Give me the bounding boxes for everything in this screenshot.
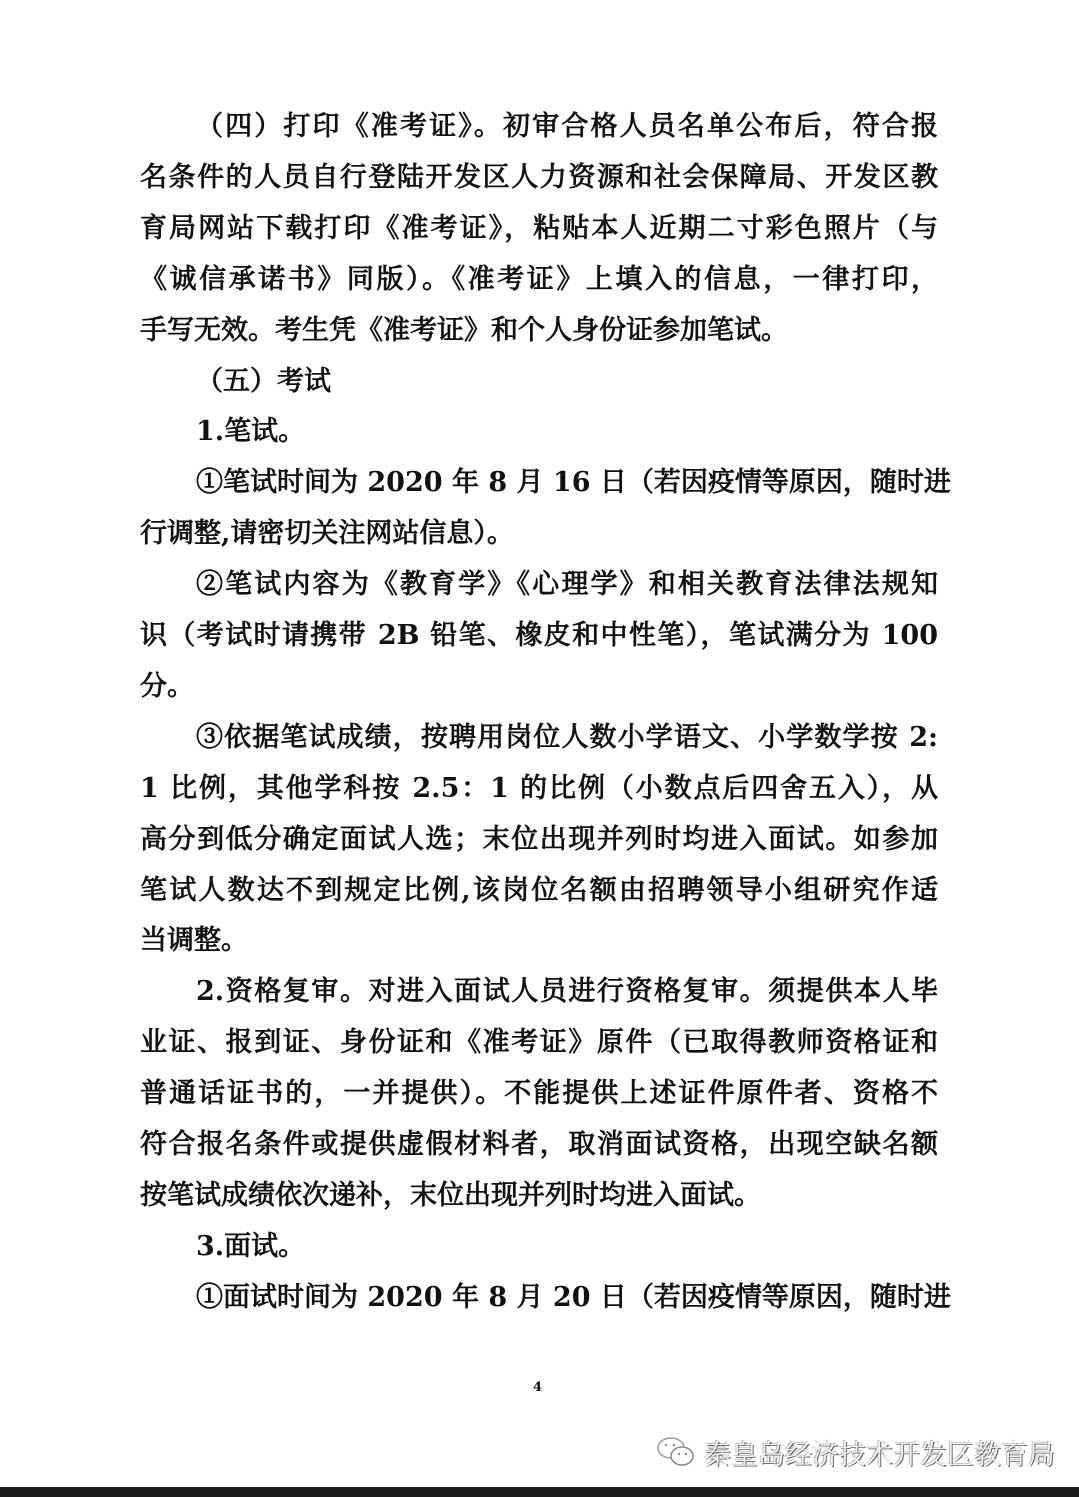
- text-line: 名条件的人员自行登陆开发区人力资源和社会保障局、开发区教: [140, 161, 938, 193]
- text-line: 2.资格复审。对进入面试人员进行资格复审。须提供本人毕: [196, 976, 938, 1008]
- text-line: ③依据笔试成绩，按聘用岗位人数小学语文、小学数学按 2:: [196, 721, 938, 753]
- text-line: 普通话证书的，一并提供）。不能提供上述证件原件者、资格不: [140, 1078, 938, 1110]
- text-line: 手写无效。考生凭《准考证》和个人身份证参加笔试。: [140, 314, 788, 346]
- text-line: ①笔试时间为 2020 年 8 月 16 日（若因疫情等原因，随时进: [196, 467, 951, 499]
- text-line: 符合报名条件或提供虚假材料者，取消面试资格，出现空缺名额: [140, 1129, 938, 1160]
- page-number: 4: [533, 1380, 543, 1395]
- text-line: 行调整,请密切关注网站信息）。: [140, 518, 514, 550]
- text-line: 育局网站下载打印《准考证》，粘贴本人近期二寸彩色照片（与: [140, 212, 938, 244]
- text-line: 《诚信承诺书》同版）。《准考证》上填入的信息，一律打印，: [140, 263, 938, 295]
- text-line: 分。: [140, 670, 194, 702]
- text-line: 识（考试时请携带 2B 铅笔、橡皮和中性笔），笔试满分为 100: [140, 620, 938, 651]
- text-line: 笔试人数达不到规定比例,该岗位名额由招聘领导小组研究作适: [140, 874, 938, 906]
- wechat-icon: [656, 1435, 696, 1469]
- text-line: 高分到低分确定面试人选；末位出现并列时均进入面试。如参加: [140, 823, 938, 855]
- text-line: 按笔试成绩依次递补，末位出现并列时均进入面试。: [140, 1179, 761, 1211]
- text-line: ①面试时间为 2020 年 8 月 20 日（若因疫情等原因，随时进: [196, 1281, 951, 1313]
- text-line: 3.面试。: [196, 1230, 306, 1262]
- text-line: 业证、报到证、身份证和《准考证》原件（已取得教师资格证和: [140, 1027, 938, 1059]
- text-line: 当调整。: [140, 925, 248, 957]
- text-line: 1.笔试。: [196, 416, 306, 448]
- text-line: （四）打印《准考证》。初审合格人员名单公布后，符合报: [196, 111, 938, 142]
- text-line: （五）考试: [196, 365, 331, 397]
- text-line: ②笔试内容为《教育学》《心理学》和相关教育法律法规知: [196, 569, 938, 601]
- text-line: 1 比例，其他学科按 2.5：1 的比例（小数点后四舍五入），从: [140, 772, 938, 804]
- bottom-bar: [0, 1487, 1079, 1497]
- watermark-text: 秦皇岛经济技术开发区教育局: [704, 1439, 1055, 1471]
- watermark: [656, 1432, 1055, 1472]
